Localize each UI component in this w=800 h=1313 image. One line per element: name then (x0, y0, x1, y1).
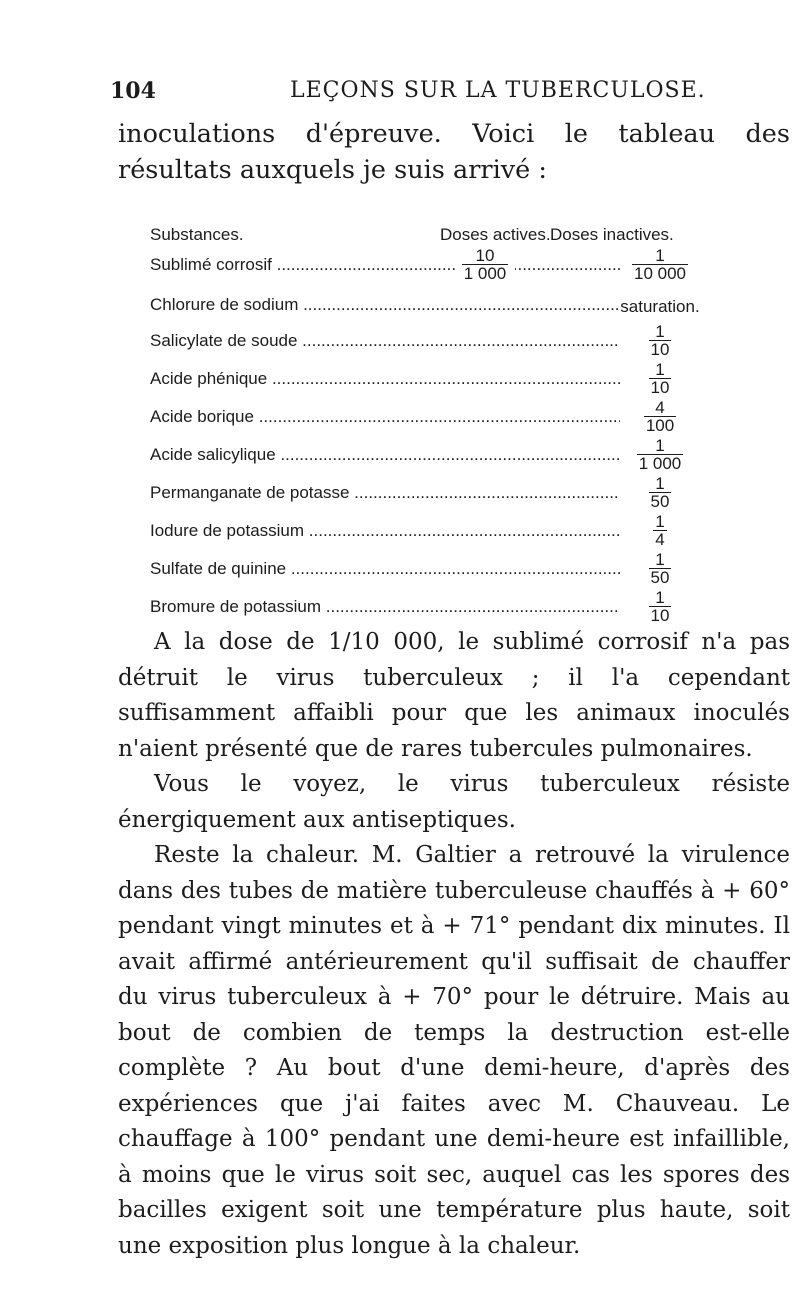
fraction-denominator: 10 (650, 378, 670, 397)
inactive-dose (620, 323, 700, 360)
fraction-denominator: 10 000 (634, 264, 686, 283)
inactive-dose: saturation. (620, 287, 700, 327)
header-active-doses: Doses actives. (440, 225, 551, 244)
table-row (150, 323, 760, 363)
inactive-dose-fraction (632, 247, 688, 282)
table-row (150, 551, 760, 591)
fraction-numerator: 1 (655, 588, 665, 607)
inactive-dose-fraction (649, 551, 672, 586)
fraction-denominator: 1 000 (463, 264, 507, 283)
table-row (150, 399, 760, 439)
inactive-dose (620, 589, 700, 626)
fraction-denominator: 100 (645, 416, 675, 435)
fraction-numerator: 4 (655, 398, 665, 417)
inactive-dose (620, 361, 700, 398)
fraction-denominator: 10 (650, 340, 670, 359)
substance-name: Acide salicylique ..... (150, 445, 620, 469)
header-substances: Substances. (150, 225, 244, 244)
inactive-dose (620, 247, 700, 284)
table-row (150, 475, 760, 515)
page-header (110, 78, 710, 108)
table-row (150, 361, 760, 401)
table-row (150, 437, 760, 477)
fraction-numerator: 10 (475, 246, 495, 265)
fraction-numerator: 1 (655, 360, 665, 379)
results-table (150, 225, 760, 625)
substance-name: Sublimé corrosif ..... (150, 255, 620, 279)
table-row (150, 287, 760, 327)
fraction-denominator: 10 (650, 606, 670, 625)
table-row (150, 589, 760, 629)
header-inactive-doses: Doses inactives. (550, 225, 674, 244)
inactive-dose-fraction (637, 437, 684, 472)
paragraph: A la dose de 1/10 000, le sublimé corrosif n'a pas détruit le virus tuberculeux ; il l'a cependant suffisamment affaibli pour que les animaux inoculés n'aient présenté que de rares tubercules pulmonaires. (118, 629, 790, 762)
inactive-dose (620, 399, 700, 436)
fraction-numerator: 1 (655, 512, 665, 531)
substance-name: Acide phénique ..... (150, 369, 620, 393)
fraction-numerator: 1 (655, 322, 665, 341)
inactive-dose (620, 513, 700, 550)
inactive-dose (620, 437, 700, 474)
inactive-dose-fraction (649, 361, 672, 396)
page-number: 104 (110, 78, 156, 104)
substance-name: Permanganate de potasse ..... (150, 483, 620, 507)
intro-text: inoculations d'épreuve. Voici le tableau des résultats auxquels je suis arrivé : (118, 119, 790, 185)
paragraph: Vous le voyez, le virus tuberculeux résiste énergiquement aux antiseptiques. (118, 771, 790, 833)
fraction-denominator: 4 (655, 530, 665, 549)
inactive-dose (620, 551, 700, 588)
fraction-numerator: 1 (655, 436, 665, 455)
substance-name: Salicylate de soude ..... (150, 331, 620, 355)
inactive-dose-fraction (653, 513, 666, 548)
inactive-dose-fraction (644, 399, 676, 434)
fraction-denominator: 1 000 (638, 454, 682, 473)
body-text (118, 625, 790, 1264)
inactive-dose-fraction (649, 475, 672, 510)
substance-name: Bromure de potassium ..... (150, 597, 620, 621)
fraction-denominator: 50 (650, 492, 670, 511)
fraction-numerator: 1 (655, 474, 665, 493)
table-row (150, 513, 760, 553)
substance-name: Iodure de potassium ..... (150, 521, 620, 545)
active-dose-fraction (462, 247, 509, 282)
intro-paragraph (118, 116, 790, 188)
inactive-dose-fraction (649, 589, 672, 624)
substance-name: Sulfate de quinine ..... (150, 559, 620, 583)
inactive-dose (620, 475, 700, 512)
table-row (150, 247, 760, 287)
inactive-dose-fraction (649, 323, 672, 358)
fraction-numerator: 1 (655, 550, 665, 569)
running-title: LEÇONS SUR LA TUBERCULOSE. (290, 78, 706, 103)
paragraph: Reste la chaleur. M. Galtier a retrouvé la virulence dans des tubes de matière tuberculeuse chauffés à + 60° pendant vingt minutes et à + 71° pendant dix minutes. Il avait affirmé antérieurement qu'il suffisait de chauffer du virus tuberculeux à + 70° pour le détruire. Mais au bout de combien de temps la destruction est-elle complète ? Au bout d'une demi-heure, d'après des expériences que j'ai faites avec M. Chauveau. Le chauffage à 100° pendant une demi-heure est infaillible, à moins que le virus soit sec, auquel cas les spores des bacilles exigent soit une température plus haute, soit une exposition plus longue à la chaleur. (118, 842, 790, 1259)
substance-name: Chlorure de sodium ..... (150, 295, 620, 319)
active-dose (455, 247, 515, 284)
fraction-numerator: 1 (655, 246, 665, 265)
fraction-denominator: 50 (650, 568, 670, 587)
substance-name: Acide borique ..... (150, 407, 620, 431)
